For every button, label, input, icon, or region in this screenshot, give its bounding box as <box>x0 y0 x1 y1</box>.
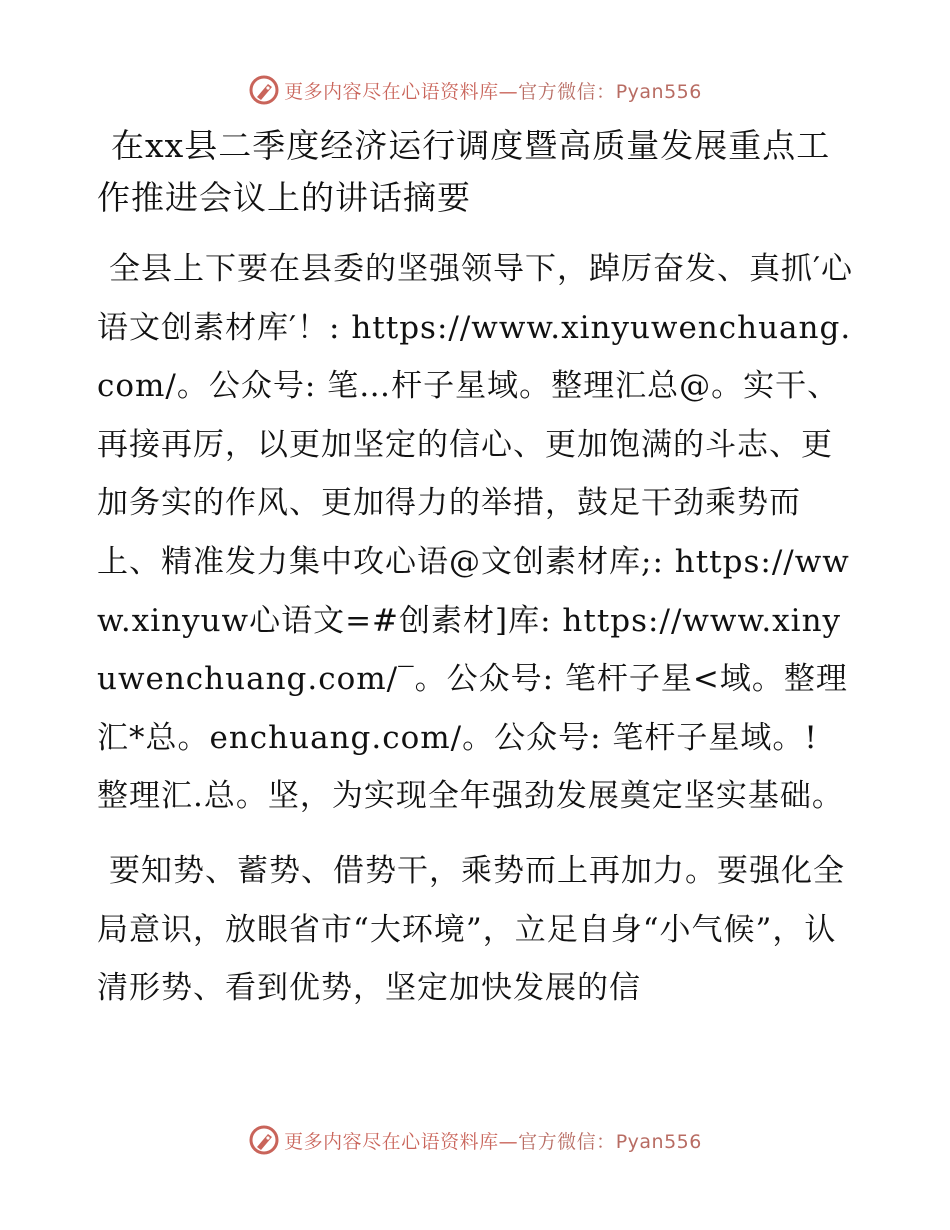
watermark-text: 更多内容尽在心语资料库—官方微信：Pyan556 <box>284 80 702 103</box>
pen-nib-circle-icon <box>248 1124 280 1156</box>
document-body <box>97 120 857 1018</box>
watermark-text: 更多内容尽在心语资料库—官方微信：Pyan556 <box>284 1130 702 1153</box>
pen-nib-circle-icon <box>248 74 280 106</box>
paragraph-2: 要知势、蓄势、借势干，乘势而上再加力。要强化全局意识，放眼省市“大环境”，立足自身“小气候”，认清形势、看到优势，坚定加快发展的信 <box>97 852 845 1007</box>
paragraph-1: 全县上下要在县委的坚强领导下，踔厉奋发、真抓′心语文创素材库′！: https://www.xinyuwenchuang.com/。公众号: 笔…杆子星域。整理汇总@。实干、再接再厉，以更加坚定的信心、更加饱满的斗志、更加务实的作风、更加得力的举措，鼓足干劲乘势而上、精准发力集中攻心语@文创素材库;: https://www.xinyuw心语文=#创素材]库: https://www.xinyuwenchuang.com/‾。公众号: 笔杆子星<域。整理汇*总。enchuang.com/。公众号: 笔杆子星域。! 整理汇.总。坚，为实现全年强劲发展奠定坚实基础。 <box>97 251 854 815</box>
header-watermark <box>0 70 950 110</box>
document-title: 在xx县二季度经济运行调度暨高质量发展重点工作推进会议上的讲话摘要 <box>97 126 831 217</box>
footer-watermark <box>0 1120 950 1160</box>
